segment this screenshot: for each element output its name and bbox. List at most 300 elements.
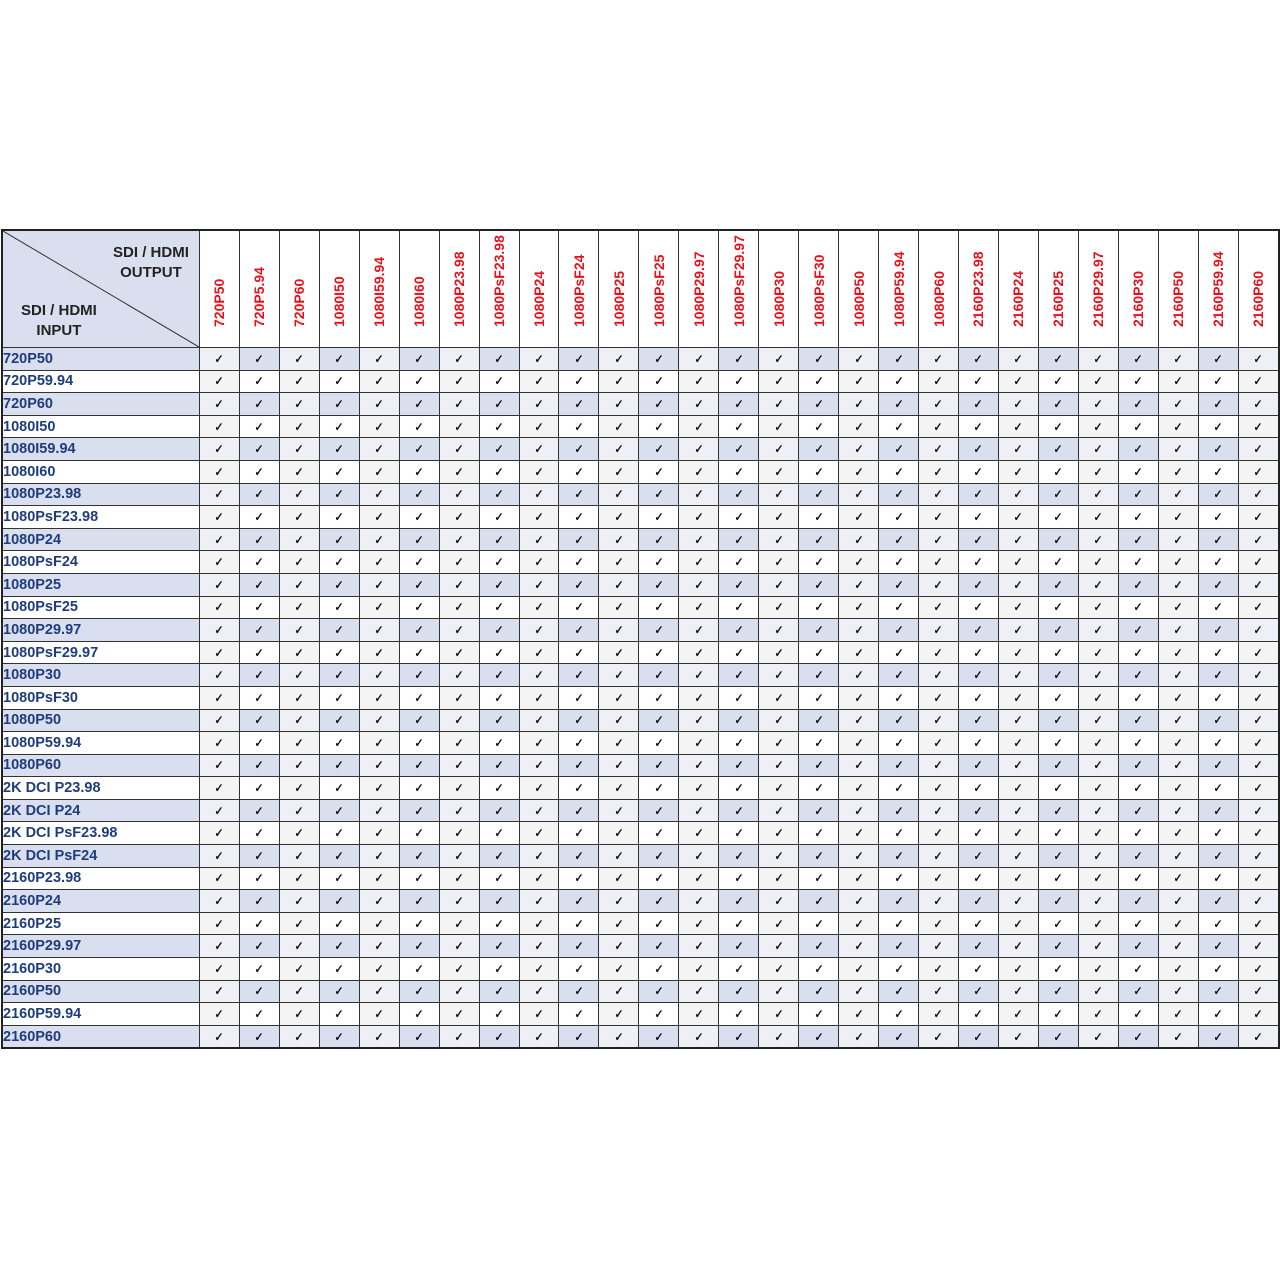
- checkmark-icon: ✓: [694, 668, 704, 683]
- checkmark-icon: ✓: [374, 735, 384, 750]
- checkmark-icon: ✓: [854, 532, 864, 547]
- support-cell: [679, 777, 719, 800]
- checkmark-icon: ✓: [1253, 668, 1263, 683]
- support-cell: [559, 958, 599, 981]
- checkmark-icon: ✓: [814, 396, 824, 411]
- support-cell: [879, 777, 919, 800]
- checkmark-icon: ✓: [734, 577, 744, 592]
- checkmark-icon: ✓: [614, 374, 624, 389]
- support-cell: [759, 732, 799, 755]
- support-cell: [959, 460, 999, 483]
- checkmark-icon: ✓: [894, 487, 904, 502]
- support-cell: [799, 370, 839, 393]
- support-cell: [319, 528, 359, 551]
- checkmark-icon: ✓: [494, 645, 504, 660]
- checkmark-icon: ✓: [894, 442, 904, 457]
- support-cell: [639, 890, 679, 913]
- checkmark-icon: ✓: [1173, 916, 1183, 931]
- checkmark-icon: ✓: [334, 984, 344, 999]
- support-cell: [319, 619, 359, 642]
- support-cell: [919, 822, 959, 845]
- support-cell: [279, 754, 319, 777]
- checkmark-icon: ✓: [334, 487, 344, 502]
- support-cell: [839, 935, 879, 958]
- support-cell: [199, 348, 239, 371]
- checkmark-icon: ✓: [1213, 509, 1223, 524]
- checkmark-icon: ✓: [1173, 781, 1183, 796]
- checkmark-icon: ✓: [1213, 1007, 1223, 1022]
- checkmark-icon: ✓: [494, 916, 504, 931]
- checkmark-icon: ✓: [454, 803, 464, 818]
- support-cell: [1238, 958, 1279, 981]
- support-cell: [679, 619, 719, 642]
- checkmark-icon: ✓: [1053, 735, 1063, 750]
- support-cell: [799, 1025, 839, 1048]
- support-cell: [998, 912, 1038, 935]
- checkmark-icon: ✓: [374, 374, 384, 389]
- support-cell: [1158, 506, 1198, 529]
- checkmark-icon: ✓: [1013, 487, 1023, 502]
- checkmark-icon: ✓: [734, 1007, 744, 1022]
- support-cell: [599, 528, 639, 551]
- checkmark-icon: ✓: [254, 532, 264, 547]
- checkmark-icon: ✓: [973, 577, 983, 592]
- support-cell: [279, 415, 319, 438]
- support-cell: [998, 506, 1038, 529]
- checkmark-icon: ✓: [614, 803, 624, 818]
- support-cell: [879, 370, 919, 393]
- checkmark-icon: ✓: [334, 600, 344, 615]
- support-cell: [519, 822, 559, 845]
- checkmark-icon: ✓: [854, 826, 864, 841]
- support-cell: [719, 460, 759, 483]
- support-cell: [559, 935, 599, 958]
- support-cell: [279, 393, 319, 416]
- checkmark-icon: ✓: [254, 939, 264, 954]
- support-cell: [1198, 438, 1238, 461]
- checkmark-icon: ✓: [973, 645, 983, 660]
- checkmark-icon: ✓: [1053, 894, 1063, 909]
- checkmark-icon: ✓: [574, 984, 584, 999]
- checkmark-icon: ✓: [973, 803, 983, 818]
- support-cell: [1078, 686, 1118, 709]
- checkmark-icon: ✓: [1213, 803, 1223, 818]
- checkmark-icon: ✓: [494, 464, 504, 479]
- checkmark-icon: ✓: [294, 396, 304, 411]
- input-format-label: 2160P29.97: [2, 935, 199, 958]
- checkmark-icon: ✓: [894, 690, 904, 705]
- checkmark-icon: ✓: [734, 735, 744, 750]
- checkmark-icon: ✓: [334, 916, 344, 931]
- support-cell: [839, 348, 879, 371]
- checkmark-icon: ✓: [614, 668, 624, 683]
- support-cell: [239, 980, 279, 1003]
- support-cell: [359, 641, 399, 664]
- output-format-label: 1080I59.94: [371, 256, 388, 327]
- checkmark-icon: ✓: [294, 419, 304, 434]
- support-cell: [879, 348, 919, 371]
- support-cell: [1078, 822, 1118, 845]
- checkmark-icon: ✓: [1173, 758, 1183, 773]
- column-header: [879, 230, 919, 348]
- support-cell: [1118, 777, 1158, 800]
- support-cell: [199, 1025, 239, 1048]
- checkmark-icon: ✓: [454, 961, 464, 976]
- checkmark-icon: ✓: [814, 622, 824, 637]
- support-cell: [799, 822, 839, 845]
- support-cell: [1198, 460, 1238, 483]
- support-cell: [439, 754, 479, 777]
- support-cell: [639, 777, 679, 800]
- support-cell: [399, 460, 439, 483]
- checkmark-icon: ✓: [1253, 464, 1263, 479]
- support-cell: [279, 912, 319, 935]
- checkmark-icon: ✓: [334, 509, 344, 524]
- checkmark-icon: ✓: [973, 396, 983, 411]
- support-cell: [1238, 1003, 1279, 1026]
- conversion-matrix: [1, 229, 1280, 1049]
- checkmark-icon: ✓: [1173, 645, 1183, 660]
- support-cell: [1038, 393, 1078, 416]
- checkmark-icon: ✓: [1013, 577, 1023, 592]
- checkmark-icon: ✓: [973, 1007, 983, 1022]
- checkmark-icon: ✓: [1213, 374, 1223, 389]
- checkmark-icon: ✓: [374, 713, 384, 728]
- checkmark-icon: ✓: [1253, 555, 1263, 570]
- support-cell: [879, 822, 919, 845]
- support-cell: [919, 348, 959, 371]
- support-cell: [599, 732, 639, 755]
- support-cell: [559, 799, 599, 822]
- support-cell: [199, 1003, 239, 1026]
- checkmark-icon: ✓: [1133, 374, 1143, 389]
- support-cell: [919, 664, 959, 687]
- checkmark-icon: ✓: [1053, 600, 1063, 615]
- support-cell: [279, 845, 319, 868]
- checkmark-icon: ✓: [254, 509, 264, 524]
- support-cell: [399, 822, 439, 845]
- checkmark-icon: ✓: [374, 803, 384, 818]
- checkmark-icon: ✓: [894, 735, 904, 750]
- checkmark-icon: ✓: [973, 894, 983, 909]
- support-cell: [199, 980, 239, 1003]
- checkmark-icon: ✓: [1053, 622, 1063, 637]
- checkmark-icon: ✓: [654, 1029, 664, 1044]
- column-header: [359, 230, 399, 348]
- support-cell: [919, 596, 959, 619]
- support-cell: [439, 732, 479, 755]
- checkmark-icon: ✓: [1173, 532, 1183, 547]
- checkmark-icon: ✓: [894, 848, 904, 863]
- support-cell: [399, 709, 439, 732]
- checkmark-icon: ✓: [694, 419, 704, 434]
- support-cell: [319, 460, 359, 483]
- checkmark-icon: ✓: [1253, 758, 1263, 773]
- checkmark-icon: ✓: [1133, 532, 1143, 547]
- checkmark-icon: ✓: [214, 464, 224, 479]
- checkmark-icon: ✓: [973, 464, 983, 479]
- checkmark-icon: ✓: [294, 803, 304, 818]
- support-cell: [399, 393, 439, 416]
- checkmark-icon: ✓: [854, 916, 864, 931]
- support-cell: [1078, 483, 1118, 506]
- checkmark-icon: ✓: [494, 848, 504, 863]
- checkmark-icon: ✓: [734, 555, 744, 570]
- checkmark-icon: ✓: [374, 600, 384, 615]
- checkmark-icon: ✓: [574, 961, 584, 976]
- support-cell: [679, 686, 719, 709]
- support-cell: [719, 845, 759, 868]
- support-cell: [839, 822, 879, 845]
- checkmark-icon: ✓: [1173, 374, 1183, 389]
- support-cell: [1158, 845, 1198, 868]
- checkmark-icon: ✓: [654, 735, 664, 750]
- support-cell: [1238, 528, 1279, 551]
- checkmark-icon: ✓: [1133, 735, 1143, 750]
- checkmark-icon: ✓: [1013, 645, 1023, 660]
- checkmark-icon: ✓: [214, 961, 224, 976]
- checkmark-icon: ✓: [254, 351, 264, 366]
- support-cell: [919, 867, 959, 890]
- support-cell: [439, 370, 479, 393]
- input-format-label: 1080P50: [2, 709, 199, 732]
- support-cell: [359, 1025, 399, 1048]
- support-cell: [319, 596, 359, 619]
- support-cell: [599, 596, 639, 619]
- support-cell: [359, 596, 399, 619]
- support-cell: [1078, 709, 1118, 732]
- support-cell: [799, 641, 839, 664]
- table-row: [2, 732, 1279, 755]
- checkmark-icon: ✓: [774, 668, 784, 683]
- table-row: [2, 393, 1279, 416]
- support-cell: [1198, 912, 1238, 935]
- checkmark-icon: ✓: [774, 871, 784, 886]
- support-cell: [439, 777, 479, 800]
- checkmark-icon: ✓: [214, 442, 224, 457]
- checkmark-icon: ✓: [854, 419, 864, 434]
- support-cell: [879, 935, 919, 958]
- checkmark-icon: ✓: [414, 509, 424, 524]
- support-cell: [399, 438, 439, 461]
- checkmark-icon: ✓: [894, 758, 904, 773]
- checkmark-icon: ✓: [734, 442, 744, 457]
- checkmark-icon: ✓: [1133, 645, 1143, 660]
- support-cell: [279, 709, 319, 732]
- support-cell: [1078, 438, 1118, 461]
- checkmark-icon: ✓: [933, 600, 944, 615]
- checkmark-icon: ✓: [414, 848, 424, 863]
- checkmark-icon: ✓: [694, 532, 704, 547]
- checkmark-icon: ✓: [1253, 442, 1263, 457]
- output-format-label: 1080P29.97: [690, 251, 707, 327]
- support-cell: [1078, 415, 1118, 438]
- checkmark-icon: ✓: [414, 668, 424, 683]
- support-cell: [319, 754, 359, 777]
- checkmark-icon: ✓: [414, 396, 424, 411]
- checkmark-icon: ✓: [494, 419, 504, 434]
- support-cell: [599, 890, 639, 913]
- checkmark-icon: ✓: [774, 826, 784, 841]
- support-cell: [359, 506, 399, 529]
- support-cell: [399, 890, 439, 913]
- input-format-label: 720P60: [2, 393, 199, 416]
- support-cell: [599, 573, 639, 596]
- checkmark-icon: ✓: [894, 713, 904, 728]
- checkmark-icon: ✓: [734, 532, 744, 547]
- checkmark-icon: ✓: [933, 374, 944, 389]
- checkmark-icon: ✓: [414, 713, 424, 728]
- checkmark-icon: ✓: [973, 961, 983, 976]
- support-cell: [759, 958, 799, 981]
- checkmark-icon: ✓: [214, 509, 224, 524]
- checkmark-icon: ✓: [374, 668, 384, 683]
- support-cell: [998, 641, 1038, 664]
- checkmark-icon: ✓: [1213, 848, 1223, 863]
- checkmark-icon: ✓: [614, 781, 624, 796]
- checkmark-icon: ✓: [694, 690, 704, 705]
- checkmark-icon: ✓: [894, 781, 904, 796]
- checkmark-icon: ✓: [894, 803, 904, 818]
- support-cell: [559, 483, 599, 506]
- support-cell: [839, 777, 879, 800]
- support-cell: [1238, 415, 1279, 438]
- checkmark-icon: ✓: [734, 464, 744, 479]
- checkmark-icon: ✓: [973, 939, 983, 954]
- checkmark-icon: ✓: [1213, 419, 1223, 434]
- support-cell: [1198, 596, 1238, 619]
- checkmark-icon: ✓: [894, 351, 904, 366]
- checkmark-icon: ✓: [1093, 781, 1103, 796]
- checkmark-icon: ✓: [494, 713, 504, 728]
- checkmark-icon: ✓: [774, 509, 784, 524]
- checkmark-icon: ✓: [973, 735, 983, 750]
- support-cell: [959, 348, 999, 371]
- output-format-label: 720P5.94: [251, 267, 268, 327]
- checkmark-icon: ✓: [614, 848, 624, 863]
- checkmark-icon: ✓: [1053, 464, 1063, 479]
- column-header: [759, 230, 799, 348]
- checkmark-icon: ✓: [374, 961, 384, 976]
- checkmark-icon: ✓: [214, 735, 224, 750]
- checkmark-icon: ✓: [1013, 600, 1023, 615]
- support-cell: [799, 754, 839, 777]
- checkmark-icon: ✓: [414, 690, 424, 705]
- checkmark-icon: ✓: [374, 758, 384, 773]
- support-cell: [239, 460, 279, 483]
- checkmark-icon: ✓: [574, 848, 584, 863]
- support-cell: [479, 1025, 519, 1048]
- support-cell: [519, 1025, 559, 1048]
- support-cell: [839, 573, 879, 596]
- support-cell: [1078, 799, 1118, 822]
- checkmark-icon: ✓: [654, 803, 664, 818]
- checkmark-icon: ✓: [854, 396, 864, 411]
- support-cell: [679, 415, 719, 438]
- support-cell: [559, 1025, 599, 1048]
- checkmark-icon: ✓: [1213, 464, 1223, 479]
- support-cell: [1158, 596, 1198, 619]
- support-cell: [719, 867, 759, 890]
- support-cell: [799, 867, 839, 890]
- support-cell: [998, 393, 1038, 416]
- support-cell: [639, 483, 679, 506]
- checkmark-icon: ✓: [254, 555, 264, 570]
- checkmark-icon: ✓: [774, 781, 784, 796]
- support-cell: [1118, 912, 1158, 935]
- support-cell: [1198, 754, 1238, 777]
- support-cell: [279, 777, 319, 800]
- support-cell: [439, 596, 479, 619]
- checkmark-icon: ✓: [614, 645, 624, 660]
- support-cell: [759, 912, 799, 935]
- checkmark-icon: ✓: [814, 509, 824, 524]
- checkmark-icon: ✓: [854, 939, 864, 954]
- support-cell: [719, 732, 759, 755]
- checkmark-icon: ✓: [933, 690, 944, 705]
- checkmark-icon: ✓: [254, 577, 264, 592]
- support-cell: [679, 754, 719, 777]
- support-cell: [679, 596, 719, 619]
- support-cell: [639, 845, 679, 868]
- checkmark-icon: ✓: [1133, 577, 1143, 592]
- checkmark-icon: ✓: [814, 735, 824, 750]
- support-cell: [559, 664, 599, 687]
- support-cell: [1038, 596, 1078, 619]
- support-cell: [679, 822, 719, 845]
- checkmark-icon: ✓: [414, 735, 424, 750]
- support-cell: [1118, 1003, 1158, 1026]
- support-cell: [839, 483, 879, 506]
- checkmark-icon: ✓: [374, 464, 384, 479]
- table-row: [2, 506, 1279, 529]
- checkmark-icon: ✓: [334, 1029, 344, 1044]
- checkmark-icon: ✓: [1093, 532, 1103, 547]
- support-cell: [1118, 528, 1158, 551]
- support-cell: [879, 799, 919, 822]
- checkmark-icon: ✓: [334, 781, 344, 796]
- support-cell: [759, 754, 799, 777]
- output-format-label: 2160P30: [1130, 270, 1147, 327]
- checkmark-icon: ✓: [374, 916, 384, 931]
- support-cell: [1238, 912, 1279, 935]
- support-cell: [1238, 393, 1279, 416]
- support-cell: [519, 348, 559, 371]
- input-format-label: 1080P30: [2, 664, 199, 687]
- support-cell: [439, 641, 479, 664]
- checkmark-icon: ✓: [294, 645, 304, 660]
- checkmark-icon: ✓: [214, 577, 224, 592]
- checkmark-icon: ✓: [1133, 668, 1143, 683]
- support-cell: [1078, 528, 1118, 551]
- support-cell: [879, 596, 919, 619]
- checkmark-icon: ✓: [1173, 961, 1183, 976]
- checkmark-icon: ✓: [1173, 939, 1183, 954]
- support-cell: [839, 1025, 879, 1048]
- support-cell: [639, 1025, 679, 1048]
- checkmark-icon: ✓: [1213, 668, 1223, 683]
- support-cell: [279, 958, 319, 981]
- checkmark-icon: ✓: [374, 848, 384, 863]
- support-cell: [1038, 912, 1078, 935]
- input-format-label: 1080P24: [2, 528, 199, 551]
- support-cell: [1198, 551, 1238, 574]
- support-cell: [799, 596, 839, 619]
- support-cell: [519, 664, 559, 687]
- table-row: [2, 845, 1279, 868]
- support-cell: [959, 777, 999, 800]
- checkmark-icon: ✓: [294, 1007, 304, 1022]
